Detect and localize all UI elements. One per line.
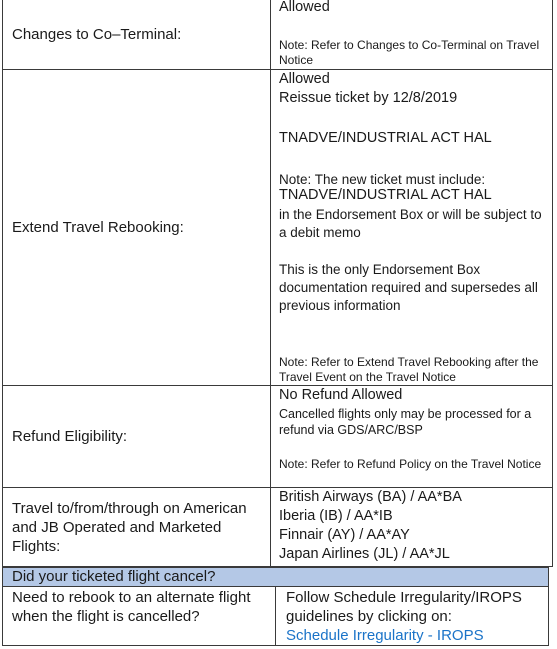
extend-rebooking-status: Allowed <box>279 71 330 87</box>
refund-note: Note: Refer to Refund Policy on the Travel Notice <box>279 457 542 471</box>
row-refund <box>2 386 553 488</box>
carrier-jl: Japan Airlines (JL) / AA*JL <box>279 546 450 562</box>
reissue-deadline: Reissue ticket by 12/8/2019 <box>279 90 458 106</box>
endorsement-code: TNADVE/INDUSTRIAL ACT HAL <box>279 130 492 146</box>
refund-detail: Cancelled flights only may be processed for a refund via GDS/ARC/BSP <box>279 407 532 437</box>
row-extend-rebooking <box>2 70 553 386</box>
co-terminal-label: Changes to Co–Terminal: <box>12 26 182 43</box>
rebook-question: Need to rebook to an alternate flight when the flight is cancelled? <box>3 586 276 645</box>
row-label-cell <box>2 70 271 385</box>
carrier-ay: Finnair (AY) / AA*AY <box>279 527 410 543</box>
row-label-cell <box>2 0 271 69</box>
row-value-cell <box>271 70 553 385</box>
cancel-section-header: Did your ticketed flight cancel? <box>2 567 549 587</box>
note-intro: Note: The new ticket must include: <box>279 172 486 187</box>
row-co-terminal <box>2 0 553 70</box>
extend-rebooking-label: Extend Travel Rebooking: <box>12 219 184 236</box>
refund-status: No Refund Allowed <box>279 387 403 403</box>
cancel-section-row <box>2 586 549 646</box>
rebook-answer-cell <box>276 586 548 645</box>
note-debit-memo: in the Endorsement Box or will be subject to a debit memo <box>279 207 542 240</box>
carrier-ba: British Airways (BA) / AA*BA <box>279 489 462 505</box>
endorsement-supersedes: This is the only Endorsement Box documentation required and supersedes all previous information <box>279 262 538 313</box>
carrier-ib: Iberia (IB) / AA*IB <box>279 508 393 524</box>
row-value-cell <box>271 0 553 69</box>
row-label-cell <box>2 386 271 487</box>
row-label-cell <box>2 488 271 566</box>
rebook-answer: Follow Schedule Irregularity/IROPS guidelines by clicking on: <box>286 589 522 625</box>
irops-link[interactable]: Schedule Irregularity - IROPS <box>286 627 484 644</box>
refund-label: Refund Eligibility: <box>12 428 128 445</box>
row-travel-carriers <box>2 488 553 567</box>
co-terminal-note: Note: Refer to Changes to Co-Terminal on Travel Notice <box>279 38 540 67</box>
extend-rebooking-note: Note: Refer to Extend Travel Rebooking after the Travel Event on the Travel Notice <box>279 355 539 384</box>
row-value-cell <box>271 386 553 487</box>
co-terminal-status: Allowed <box>279 0 330 15</box>
travel-label: Travel to/from/through on American and JB Operated and Marketed Flights: <box>12 499 247 555</box>
row-value-cell <box>271 488 553 566</box>
note-endorsement-code: TNADVE/INDUSTRIAL ACT HAL <box>279 187 492 203</box>
